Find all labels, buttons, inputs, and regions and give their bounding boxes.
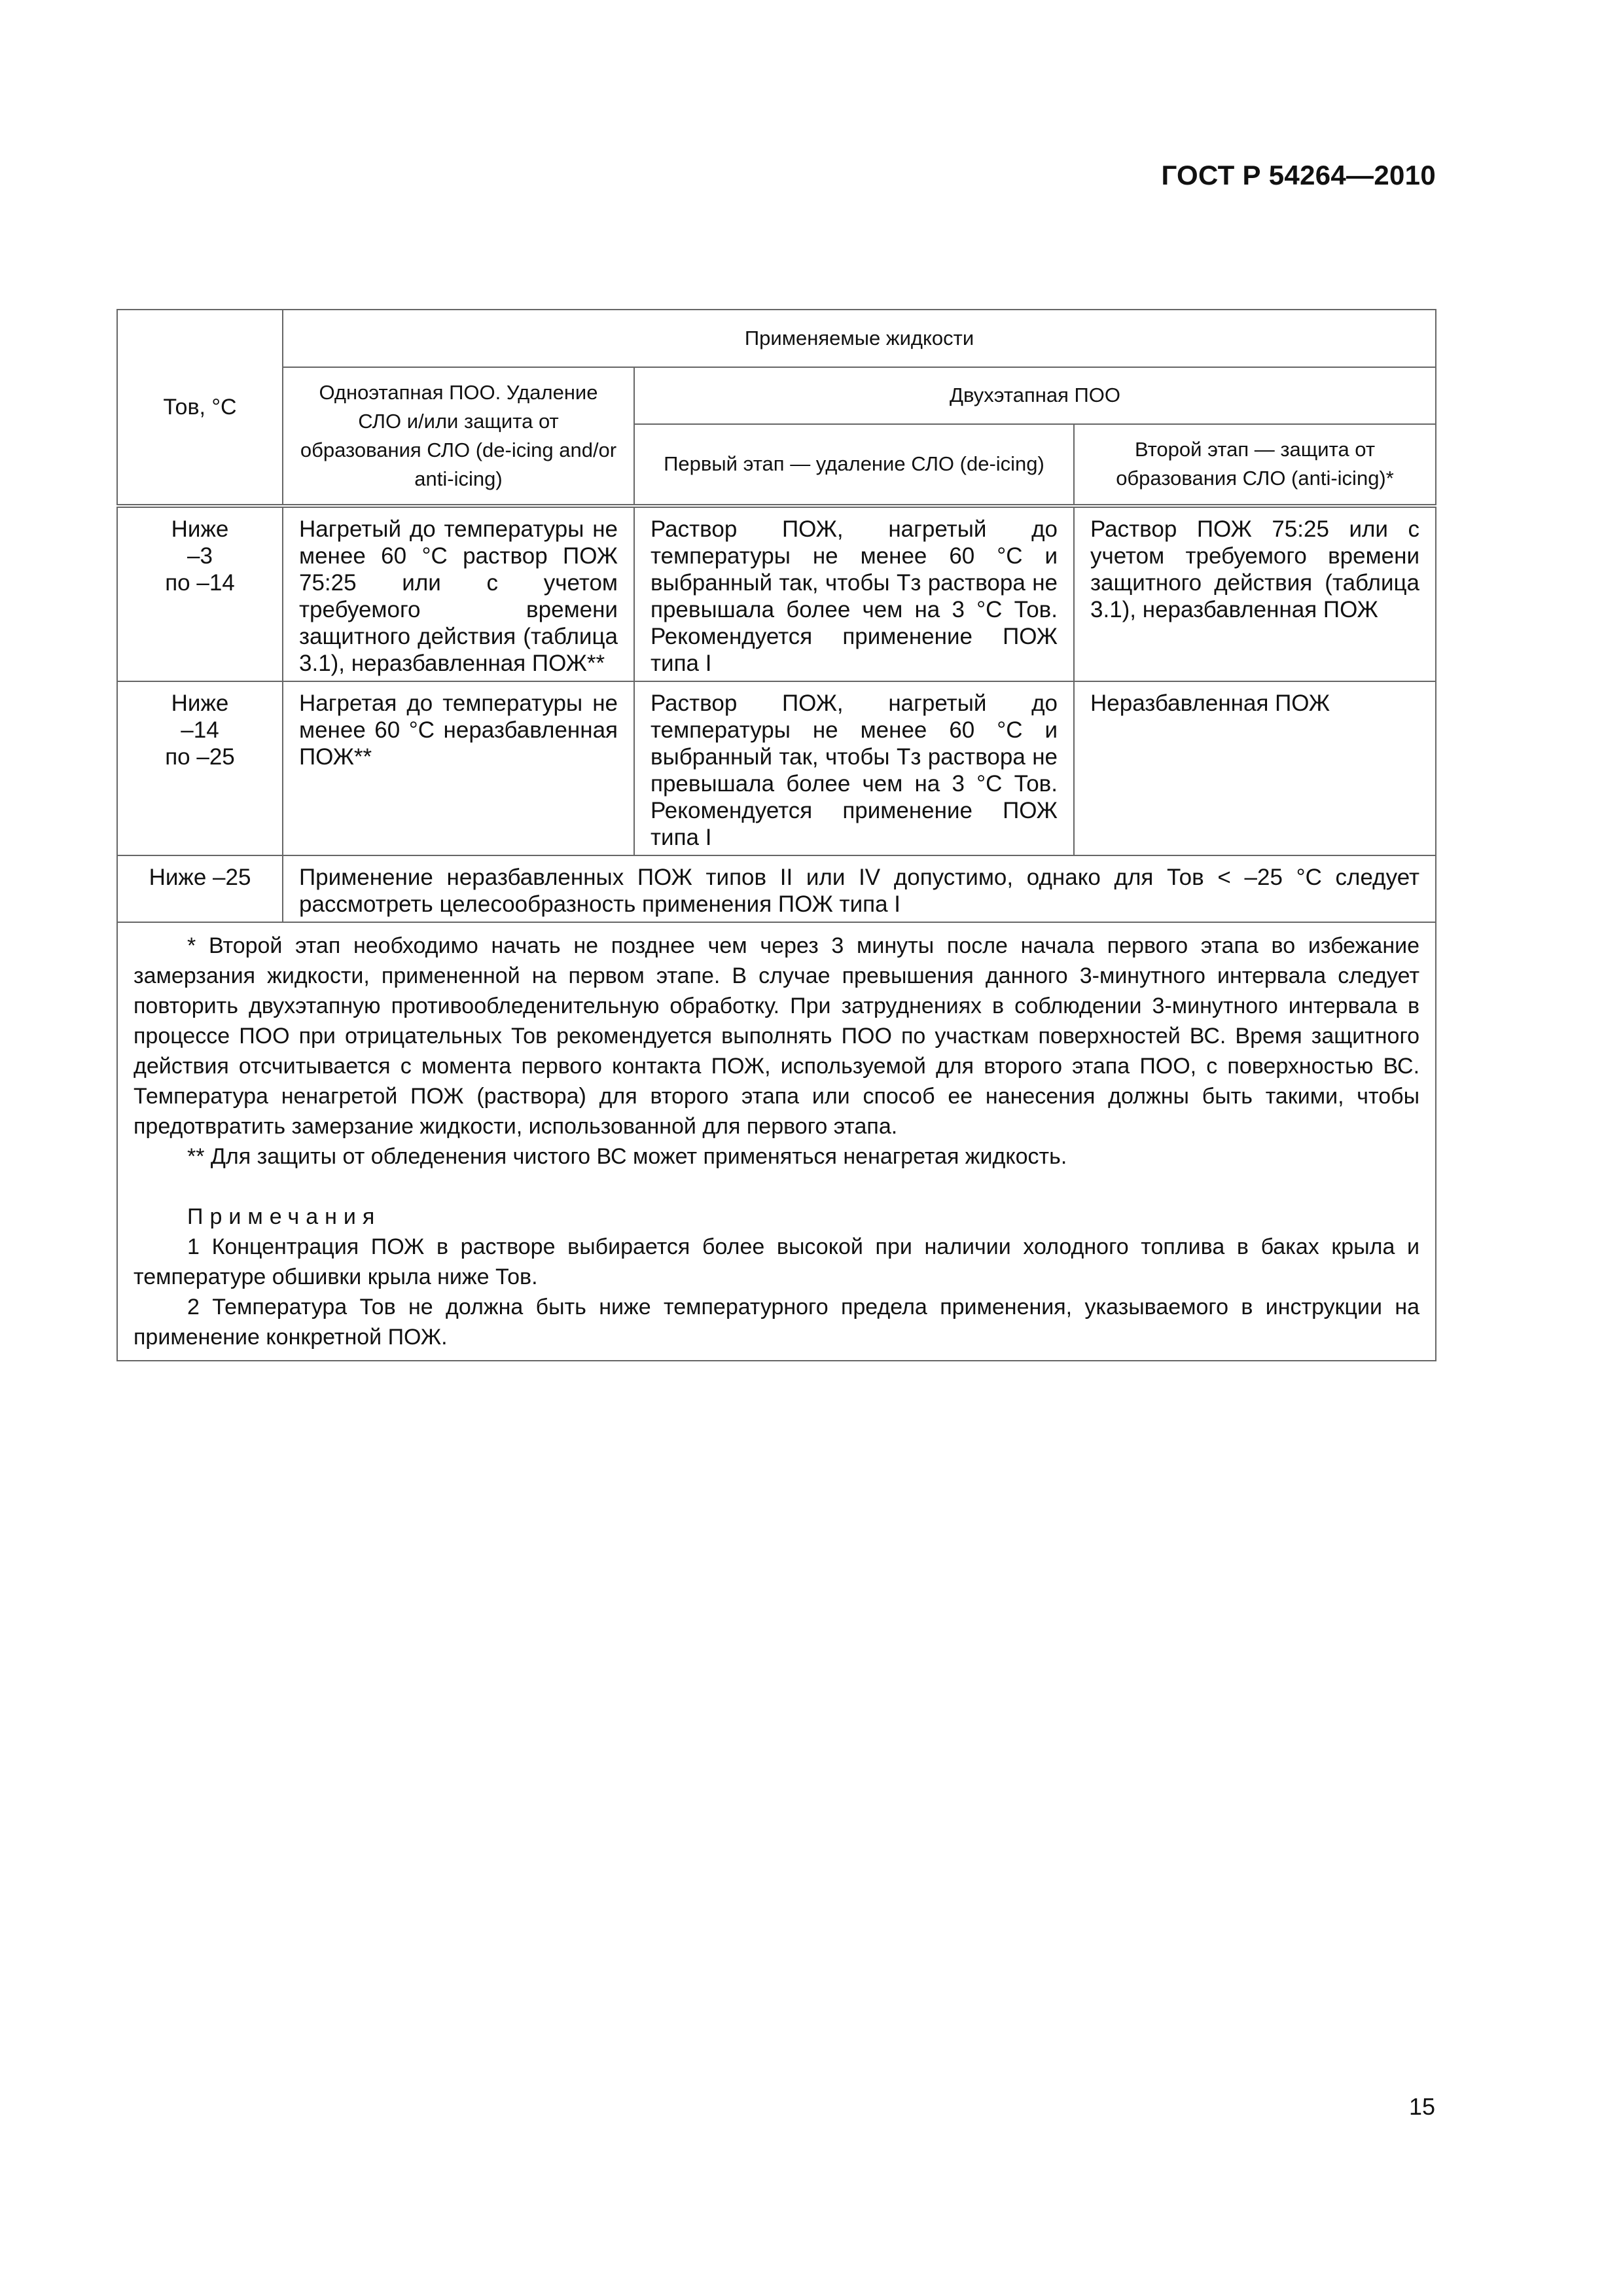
header-step2: Второй этап — защита от образования СЛО (anti-icing)* [1074, 424, 1436, 506]
tov-line: –3 [187, 543, 213, 569]
table-row [117, 681, 1436, 855]
table-row [117, 855, 1436, 922]
one-step-cell: Нагретый до температуры не менее 60 °С раствор ПОЖ 75:25 или с учетом требуемого времени защитного действия (таблица 3.1), неразбавленная ПОЖ** [283, 506, 634, 681]
tov-cell [117, 506, 283, 681]
footnote: ** Для защиты от обледенения чистого ВС может применяться ненагретая жидкость. [187, 1144, 1067, 1169]
one-step-cell: Нагретая до температуры не менее 60 °С неразбавленная ПОЖ** [283, 681, 634, 855]
header-applied-fluids: Применяемые жидкости [283, 310, 1436, 367]
fluids-table [116, 309, 1436, 1361]
first-step-cell: Раствор ПОЖ, нагретый до температуры не менее 60 °С и выбранный так, чтобы Тз раствора не превышала более чем на 3 °С Тов. Рекомендуется применение ПОЖ типа I [634, 681, 1074, 855]
tov-line: –14 [181, 717, 219, 743]
document-id: ГОСТ Р 54264—2010 [1161, 160, 1436, 190]
header-step1: Первый этап — удаление СЛО (de-icing) [634, 424, 1074, 506]
notes-cell [117, 922, 1436, 1361]
tov-line: Ниже [171, 691, 229, 716]
tov-line: по –14 [165, 570, 235, 596]
tov-line: Ниже [171, 516, 229, 542]
header-two-step: Двухэтапная ПОО [634, 367, 1436, 424]
second-step-cell: Раствор ПОЖ 75:25 или с учетом требуемого времени защитного действия (таблица 3.1), неразбавленная ПОЖ [1074, 506, 1436, 681]
note: 2 Температура Тов не должна быть ниже температурного предела применения, указываемого в инструкции на применение конкретной ПОЖ. [134, 1295, 1420, 1350]
tov-cell [117, 681, 283, 855]
table-row [117, 506, 1436, 681]
merged-cell: Применение неразбавленных ПОЖ типов II или IV допустимо, однако для Тов < –25 °С следует рассмотреть целесообразность применения ПОЖ типа I [283, 855, 1436, 922]
footnote: * Второй этап необходимо начать не позднее чем через 3 минуты после начала первого этапа во избежание замерзания жидкости, примененной на первом этапе. В случае превышения данного 3-минутного интервала следует повторить двухэтапную противообледенительную обработку. При затруднениях в соблюдении 3-минутного интервала в процессе ПОО при отрицательных Тов рекомендуется выполнять ПОО по участкам поверхностей ВС. Время защитного действия отсчитывается с момента первого контакта ПОЖ, используемой для второго этапа ПОО, с поверхностью ВС. Температура ненагретой ПОЖ (раствора) для второго этапа или способ ее нанесения должны быть такими, чтобы предотвратить замерзание жидкости, использованной для первого этапа. [134, 933, 1420, 1139]
header-tov: Тов, °С [117, 310, 283, 506]
note: 1 Концентрация ПОЖ в растворе выбирается более высокой при наличии холодного топлива в баках крыла и температуре обшивки крыла ниже Тов. [134, 1234, 1420, 1289]
page-number: 15 [1408, 2093, 1435, 2120]
notes-title: Примечания [187, 1204, 382, 1229]
header-one-step: Одноэтапная ПОО. Удаление СЛО и/или защита от образования СЛО (de-icing and/or anti-icing) [283, 367, 634, 506]
tov-line: по –25 [165, 744, 235, 770]
second-step-cell: Неразбавленная ПОЖ [1074, 681, 1436, 855]
tov-cell: Ниже –25 [117, 855, 283, 922]
first-step-cell: Раствор ПОЖ, нагретый до температуры не менее 60 °С и выбранный так, чтобы Тз раствора не превышала более чем на 3 °С Тов. Рекомендуется применение ПОЖ типа I [634, 506, 1074, 681]
